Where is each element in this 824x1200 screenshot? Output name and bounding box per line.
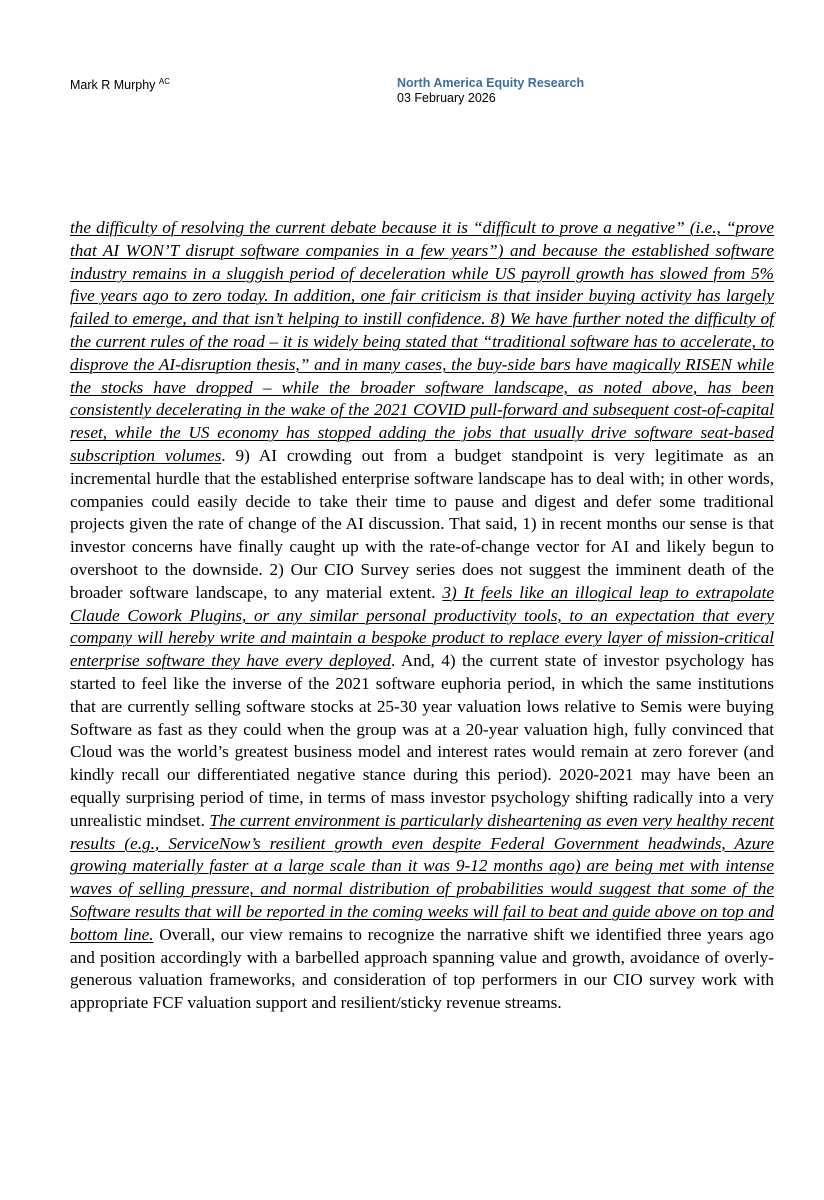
- author-analyst-certification-mark: AC: [158, 77, 171, 86]
- body-text-segment: . And, 4) the current state of investor psychology has started to feel like the inverse of the 2021 software euphoria period, in which the same institutions that are currently selling software stocks at 25-30 year valuation lows relative to Semis were buying Software as fast as they could when the group was at a 20-year valuation high, fully convinced that Cloud was the world’s greatest business model and interest rates would remain at zero forever (and kindly recall our differentiated negative stance during this period). 2020-2021 may have been an equally surprising period of time, in terms of mass investor psychology shifting radically into a very unrealistic mindset.: [70, 651, 774, 830]
- highlighted-passage: the difficulty of resolving the current debate because it is “difficult to prove a negative” (i.e., “prove that AI WON’T disrupt software companies in a few years”) and because the established software industry remains in a sluggish period of deceleration while US payroll growth has slowed from 5% five years ago to zero today. In addition, one fair criticism is that insider buying activity has largely failed to emerge, and that isn’t helping to instill confidence. 8) We have further noted the difficulty of the current rules of the road – it is widely being stated that “traditional software has to accelerate, to disprove the AI-disruption thesis,” and in many cases, the buy-side bars have magically RISEN while the stocks have dropped – while the broader software landscape, as noted above, has been consistently decelerating in the wake of the 2021 COVID pull-forward and subsequent cost-of-capital reset, while the US economy has stopped adding the jobs that usually drive software seat-based subscription volumes: [70, 218, 774, 465]
- highlighted-passage: 3) It feels like an illogical leap to extrapolate Claude Cowork Plugins, or any similar personal productivity tools, to an expectation that every company will hereby write and maintain a bespoke product to replace every layer of mission-critical enterprise software they have every deployed: [70, 582, 774, 671]
- author-block: [70, 77, 170, 92]
- report-header: [397, 76, 584, 106]
- body-text-segment: . 9) AI crowding out from a budget standpoint is very legitimate as an incremental hurdle that the established enterprise software landscape has to deal with; in other words, companies could easily decide to take their time to pause and digest and defer some traditional projects given the rate of change of the AI discussion. That said, 1) in recent months our sense is that investor concerns have finally caught up with the rate-of-change vector for AI and likely begun to overshoot to the downside. 2) Our CIO Survey series does not suggest the imminent death of the broader software landscape, to any material extent.: [70, 445, 774, 602]
- department-title: North America Equity Research: [397, 76, 585, 90]
- highlighted-passage: The current environment is particularly disheartening as even very healthy recent results (e.g., ServiceNow’s resilient growth even despite Federal Government headwinds, Azure growing materially faster at a large scale than it was 9-12 months ago) are being met with intense waves of selling pressure, and normal distribution of probabilities would suggest that some of the Software results that will be reported in the coming weeks will fail to beat and guide above on top and bottom line.: [70, 810, 775, 944]
- body-paragraph: [70, 217, 774, 1015]
- author-name: Mark R Murphy: [70, 78, 156, 92]
- report-date: 03 February 2026: [397, 91, 496, 105]
- body-text-segment: Overall, our view remains to recognize the narrative shift we identified three years ago and position accordingly with a barbelled approach spanning value and growth, avoidance of overly-generous valuation frameworks, and consideration of top performers in our CIO survey work with appropriate FCF valuation support and resilient/sticky revenue streams.: [70, 924, 774, 1013]
